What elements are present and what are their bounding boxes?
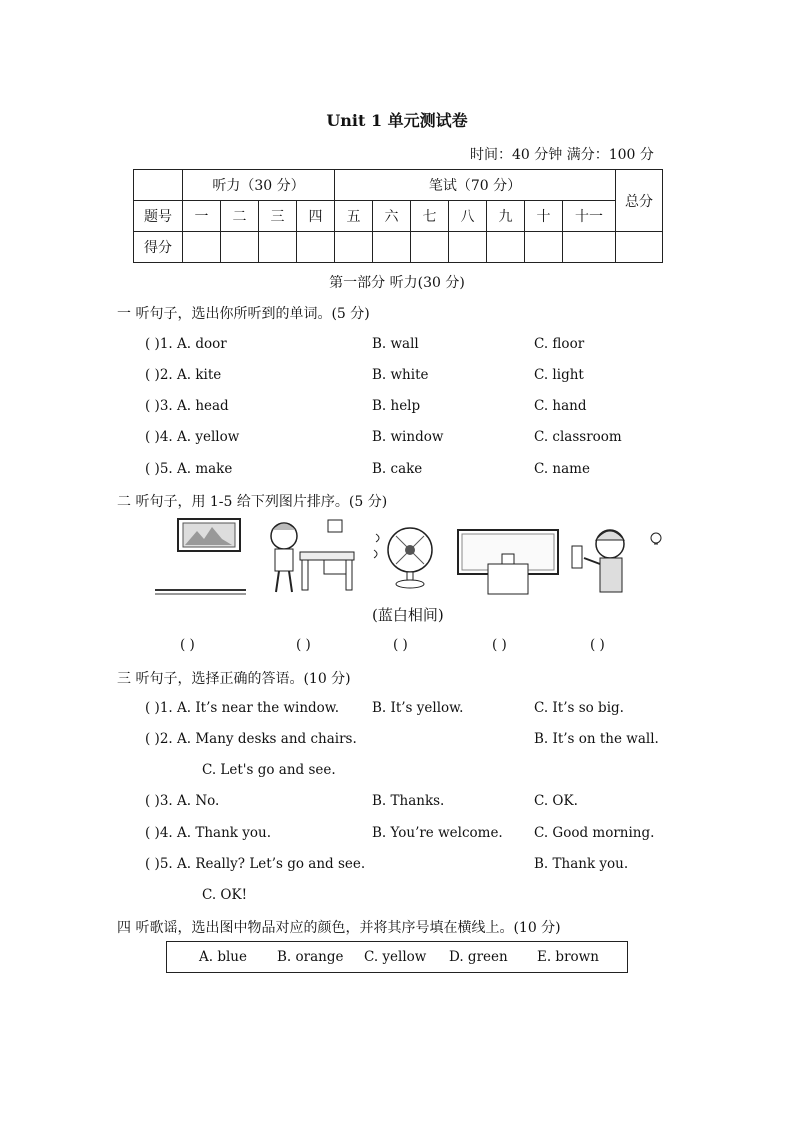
blackboard-icon: [456, 528, 560, 600]
color-option: D. green: [449, 949, 508, 965]
total-score-cell[interactable]: [616, 232, 663, 263]
order-blank[interactable]: ( ): [296, 637, 311, 653]
page-title: Unit 1 单元测试卷: [326, 111, 468, 130]
option-b: B. It’s yellow.: [372, 700, 464, 716]
option-b: B. cake: [372, 461, 423, 477]
score-cell[interactable]: [259, 232, 297, 263]
score-cell[interactable]: [449, 232, 487, 263]
number-cell: 一: [183, 201, 221, 232]
option-c: C. OK.: [534, 793, 578, 809]
number-cell: 二: [221, 201, 259, 232]
order-blank[interactable]: ( ): [590, 637, 605, 653]
question: ( )5. A. Really? Let’s go and see.: [145, 856, 366, 872]
score-cell[interactable]: [297, 232, 335, 263]
score-cell[interactable]: [221, 232, 259, 263]
option-c: C. It’s so big.: [534, 700, 624, 716]
option-b: B. Thanks.: [372, 793, 445, 809]
option-b: B. Thank you.: [534, 856, 629, 872]
question: ( )4. A. yellow: [145, 429, 240, 445]
order-blank[interactable]: ( ): [492, 637, 507, 653]
question: ( )5. A. make: [145, 461, 233, 477]
color-option: A. blue: [199, 949, 247, 965]
framed-painting-icon: [152, 515, 250, 597]
option-c: C. hand: [534, 398, 587, 414]
section-2-heading: 二 听句子，用 1-5 给下列图片排序。(5 分): [117, 494, 388, 510]
number-cell: 五: [335, 201, 373, 232]
number-cell: 七: [411, 201, 449, 232]
option-b: B. white: [372, 367, 429, 383]
color-option: C. yellow: [364, 949, 427, 965]
color-option: E. brown: [537, 949, 599, 965]
score-cell[interactable]: [373, 232, 411, 263]
score-table-corner: [134, 170, 183, 201]
exam-meta: 时间：40 分钟 满分：100 分: [470, 147, 654, 163]
score-cell[interactable]: [183, 232, 221, 263]
question: ( )3. A. head: [145, 398, 229, 414]
color-options-box: [166, 941, 628, 973]
part-heading: 第一部分 听力(30 分): [329, 275, 465, 291]
option-b: B. help: [372, 398, 421, 414]
score-row-label: 得分: [134, 232, 183, 263]
option-c: C. Good morning.: [534, 825, 655, 841]
electric-fan-icon: [372, 522, 442, 590]
writing-header: 笔试（70 分）: [335, 170, 616, 201]
option-b: B. window: [372, 429, 444, 445]
section-1-heading: 一 听句子，选出你所听到的单词。(5 分): [117, 306, 370, 322]
score-cell[interactable]: [487, 232, 525, 263]
score-table: [133, 169, 663, 263]
number-cell: 八: [449, 201, 487, 232]
option-c: C. floor: [534, 336, 585, 352]
section-4-heading: 四 听歌谣，选出图中物品对应的颜色，并将其序号填在横线上。(10 分): [117, 920, 561, 936]
option-c: C. classroom: [534, 429, 622, 445]
listening-header: 听力（30 分）: [183, 170, 335, 201]
question: ( )1. A. door: [145, 336, 227, 352]
option-b: B. wall: [372, 336, 419, 352]
number-row-label: 题号: [134, 201, 183, 232]
boy-light-switch-icon: [568, 520, 668, 598]
number-cell: 三: [259, 201, 297, 232]
question: ( )4. A. Thank you.: [145, 825, 271, 841]
number-cell: 九: [487, 201, 525, 232]
score-cell[interactable]: [563, 232, 616, 263]
picture-caption: (蓝白相间): [372, 606, 444, 624]
question: ( )2. A. kite: [145, 367, 222, 383]
number-cell: 四: [297, 201, 335, 232]
option-b: B. You’re welcome.: [372, 825, 503, 841]
option-c: C. Let's go and see.: [202, 762, 336, 778]
number-cell: 十: [525, 201, 563, 232]
boy-desk-icon: [262, 512, 358, 596]
number-cell: 十一: [563, 201, 616, 232]
number-cell: 六: [373, 201, 411, 232]
question: ( )2. A. Many desks and chairs.: [145, 731, 357, 747]
order-blank[interactable]: ( ): [180, 637, 195, 653]
score-cell[interactable]: [335, 232, 373, 263]
question: ( )1. A. It’s near the window.: [145, 700, 340, 716]
option-c: C. OK!: [202, 887, 248, 903]
score-cell[interactable]: [411, 232, 449, 263]
question: ( )3. A. No.: [145, 793, 220, 809]
option-c: C. light: [534, 367, 584, 383]
color-option: B. orange: [277, 949, 344, 965]
total-header: 总分: [616, 170, 663, 232]
option-b: B. It’s on the wall.: [534, 731, 659, 747]
option-c: C. name: [534, 461, 590, 477]
order-blank[interactable]: ( ): [393, 637, 408, 653]
section-3-heading: 三 听句子，选择正确的答语。(10 分): [117, 671, 351, 687]
score-cell[interactable]: [525, 232, 563, 263]
